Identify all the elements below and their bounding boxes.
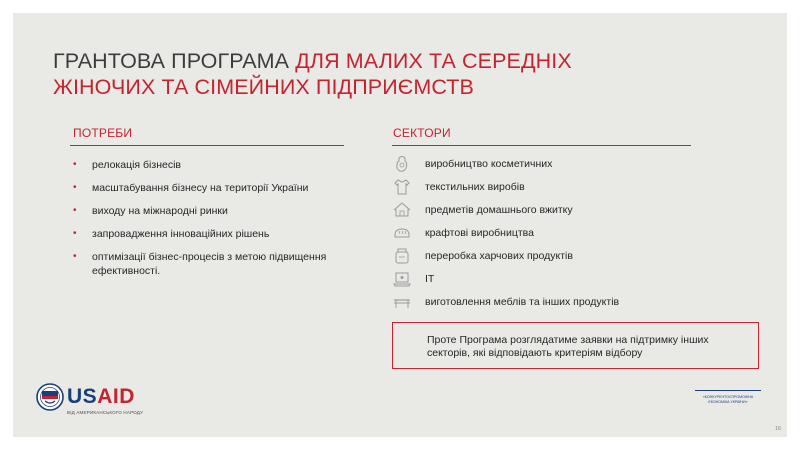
needs-item: • релокація бізнесів (73, 159, 181, 171)
needs-rule (70, 145, 344, 146)
title-line2: ЖІНОЧИХ ТА СІМЕЙНИХ ПІДПРИЄМСТВ (53, 75, 474, 99)
needs-item: • виходу на міжнародні ринки (73, 205, 228, 217)
title-accent: ДЛЯ МАЛИХ ТА СЕРЕДНІХ (295, 49, 572, 73)
title-part1: ГРАНТОВА ПРОГРАМА (53, 49, 296, 73)
note-box (392, 322, 759, 369)
usaid-tagline: ВІД АМЕРИКАНСЬКОГО НАРОДУ (67, 410, 144, 415)
sector-item: текстильних виробів (392, 177, 722, 197)
needs-item: • масштабування бізнесу на території України (73, 182, 309, 194)
shirt-icon (392, 177, 412, 197)
sector-item: крафтові виробництва (392, 223, 722, 243)
partner-logo-text: «КОНКУРЕНТОСПРОМОЖНА ЕКОНОМІКА УКРАЇНИ» (702, 395, 754, 404)
bullet: • (73, 205, 77, 216)
sector-item: виробництво косметичних (392, 154, 722, 174)
bullet: • (73, 159, 77, 170)
table-icon (392, 292, 412, 312)
house-icon (392, 200, 412, 220)
food-jar-icon (392, 246, 412, 266)
needs-item: • запровадження інноваційних рішень (73, 228, 270, 240)
cosmetics-icon (392, 154, 412, 174)
laptop-icon (392, 269, 412, 289)
bullet: • (73, 228, 77, 239)
sectors-rule (392, 145, 691, 146)
sector-item: переробка харчових продуктів (392, 246, 722, 266)
note-text: Проте Програма розглядатиме заявки на підтримку інших секторів, які відповідають критеріям відбору (427, 334, 709, 359)
partner-rule (695, 390, 761, 391)
usaid-seal-icon (36, 383, 64, 411)
sector-item: предметів домашнього вжитку (392, 200, 722, 220)
bullet: • (73, 182, 77, 193)
needs-item: • оптимізації бізнес-процесів з метою підвищення ефективності. (73, 251, 327, 277)
usaid-wordmark: USAID (67, 385, 135, 408)
needs-heading: ПОТРЕБИ (73, 126, 133, 140)
needs-list (70, 158, 360, 287)
bread-icon (392, 223, 412, 243)
usaid-logo (22, 373, 192, 423)
sector-item: виготовлення меблів та інших продуктів (392, 292, 722, 312)
sector-item: IT (392, 269, 722, 289)
sectors-heading: СЕКТОРИ (393, 126, 451, 140)
bullet: • (73, 251, 77, 262)
page-number: 16 (775, 426, 782, 432)
slide-title (53, 48, 693, 100)
